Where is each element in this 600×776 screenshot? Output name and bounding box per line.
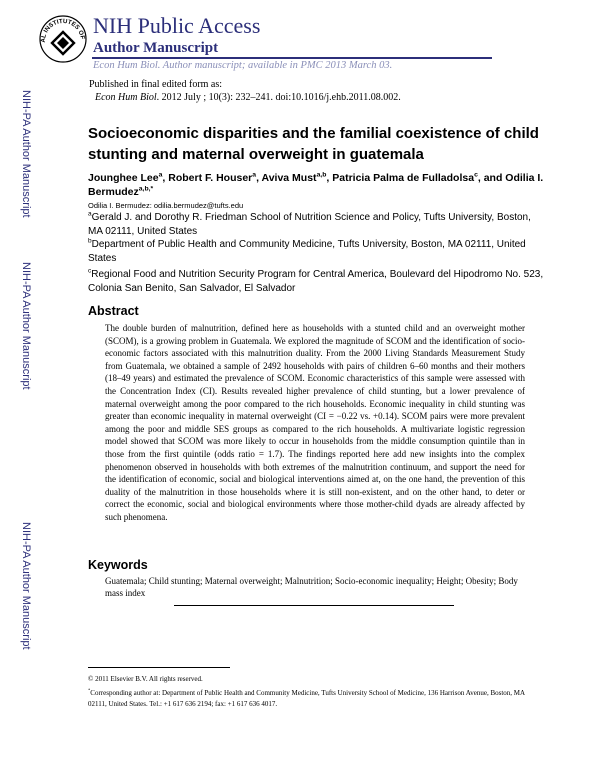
article-title: Socioeconomic disparities and the familial coexistence of child stunting and maternal overweight in guatemala — [88, 125, 539, 163]
author-name: Patricia Palma de Fulladolsa — [332, 172, 475, 184]
author-separator-last: , and — [477, 172, 506, 184]
affiliation-mark: b — [88, 237, 92, 245]
author-separator: , — [326, 172, 333, 184]
keywords-list: Guatemala; Child stunting; Maternal overweight; Malnutrition; Socio-economic inequality; Height; Obesity; Body mass index — [105, 576, 518, 599]
affiliation-mark: c — [88, 267, 92, 275]
author-name: Odilia I. Bermudez — [88, 172, 544, 198]
author-separator: , — [256, 172, 262, 184]
nih-public-access-title: NIH Public Access — [93, 13, 261, 38]
corresponding-author-note — [88, 688, 528, 709]
affiliation-text: Regional Food and Nutrition Security Program for Central America, Boulevard del Hipodromo No. 523, Colonia San Benito, San Salvador, El Salvador — [88, 269, 544, 294]
corresponding-mark: * — [88, 687, 91, 693]
author-affiliation-mark: c — [474, 171, 478, 179]
published-label: Published in final edited form as: — [89, 79, 223, 90]
sidebar-label-top: NIH-PA Author Manuscript — [20, 90, 32, 218]
svg-text:NATIONAL INSTITUTES OF HEALTH: AL INSTITUTES OF — [39, 17, 86, 43]
copyright-notice: © 2011 Elsevier B.V. All rights reserved. — [88, 675, 203, 683]
corresponding-text: Corresponding author at: Department of Public Health and Community Medicine, Tufts University School of Medicine, 136 Harrison Avenue, Boston, MA 02111, United States. Tel.: +1 617 636 2194; fax: +1 617 636 4017. — [88, 689, 525, 708]
affiliation — [88, 268, 548, 295]
author-email[interactable]: Odilia I. Bermudez: odilia.bermudez@tufts.edu — [88, 201, 244, 210]
sidebar-label-bottom: NIH-PA Author Manuscript — [20, 522, 32, 650]
author-list — [88, 171, 548, 199]
author-name: Robert F. Houser — [168, 172, 253, 184]
header-divider — [92, 57, 492, 59]
author-affiliation-mark: a,b — [316, 171, 327, 179]
abstract-heading: Abstract — [88, 304, 139, 318]
keywords-heading: Keywords — [88, 558, 148, 572]
affiliation-mark: a — [88, 210, 92, 218]
citation-details: . 2012 July ; 10(3): 232–241. doi:10.1016/j.ehb.2011.08.002. — [156, 92, 401, 103]
author-affiliation-mark: a — [252, 171, 257, 179]
abstract-body: The double burden of malnutrition, defined here as households with a stunted child and an overweight mother (SCOM), is a growing problem in Guatemala. We explored the magnitude of SCOM and the identification of socio-economic factors associated with this malnutrition duality. From the 2000 Living Standards Measurement Study from Guatemala, we obtained a sample of 2492 households with pairs of children 6–60 months and their mothers (18–49 years) and estimated the prevalence of SCOM. Economic characteristics of this sample were assessed with the Concentration Index (CI). Results revealed higher prevalence of child stunting, but a lower prevalence of maternal overweight among the poor compared to the rich households. Economic inequality in child stunting was greater than economic inequality in maternal overweight (CI = −0.22 vs. +0.14). SCOM pairs were more prevalent among the poor and middle SES groups as compared to the rich households. A multivariate logistic regression model showed that SCOM was more likely to occur in households from the middle consumption quintile than in those from the first quintile (odds ratio = 1.7). The findings reported here add new insights into the complex phenomenon observed in households with both extremes of the malnutrition continuum, and support the need for the identification of economic, social and biological interventions aimed at, on the one hand, the prevention of this duality of the malnutrition in those households where it is still non-existent, and on the other hand, to deter or correct the economic, social and biological environments where those mother-child dyads are already affected by such phenomena. — [105, 323, 525, 522]
author-name: Aviva Must — [261, 172, 317, 184]
author-manuscript-label: Author Manuscript — [93, 40, 219, 56]
affiliation-text: Department of Public Health and Community Medicine, Tufts University, Boston, MA 02111, United States — [88, 239, 526, 264]
journal-abbrev: Econ Hum Biol — [95, 92, 157, 103]
affiliation — [88, 211, 548, 238]
author-affiliation-mark: a,b,* — [138, 185, 154, 193]
author-separator: , — [162, 172, 169, 184]
pmc-availability-line: Econ Hum Biol. Author manuscript; available in PMC 2013 March 03. — [93, 60, 393, 71]
footnote-divider — [88, 667, 230, 668]
affiliation — [88, 238, 548, 265]
author-name: Jounghee Lee — [88, 172, 159, 184]
author-affiliation-mark: a — [158, 171, 163, 179]
nih-seal-icon — [38, 14, 88, 64]
citation — [95, 92, 401, 103]
nih-logo — [38, 14, 88, 64]
sidebar-label-middle: NIH-PA Author Manuscript — [20, 262, 32, 390]
section-divider — [174, 605, 454, 606]
affiliation-text: Gerald J. and Dorothy R. Friedman School of Nutrition Science and Policy, Tufts University, Boston, MA 02111, United States — [88, 212, 531, 237]
